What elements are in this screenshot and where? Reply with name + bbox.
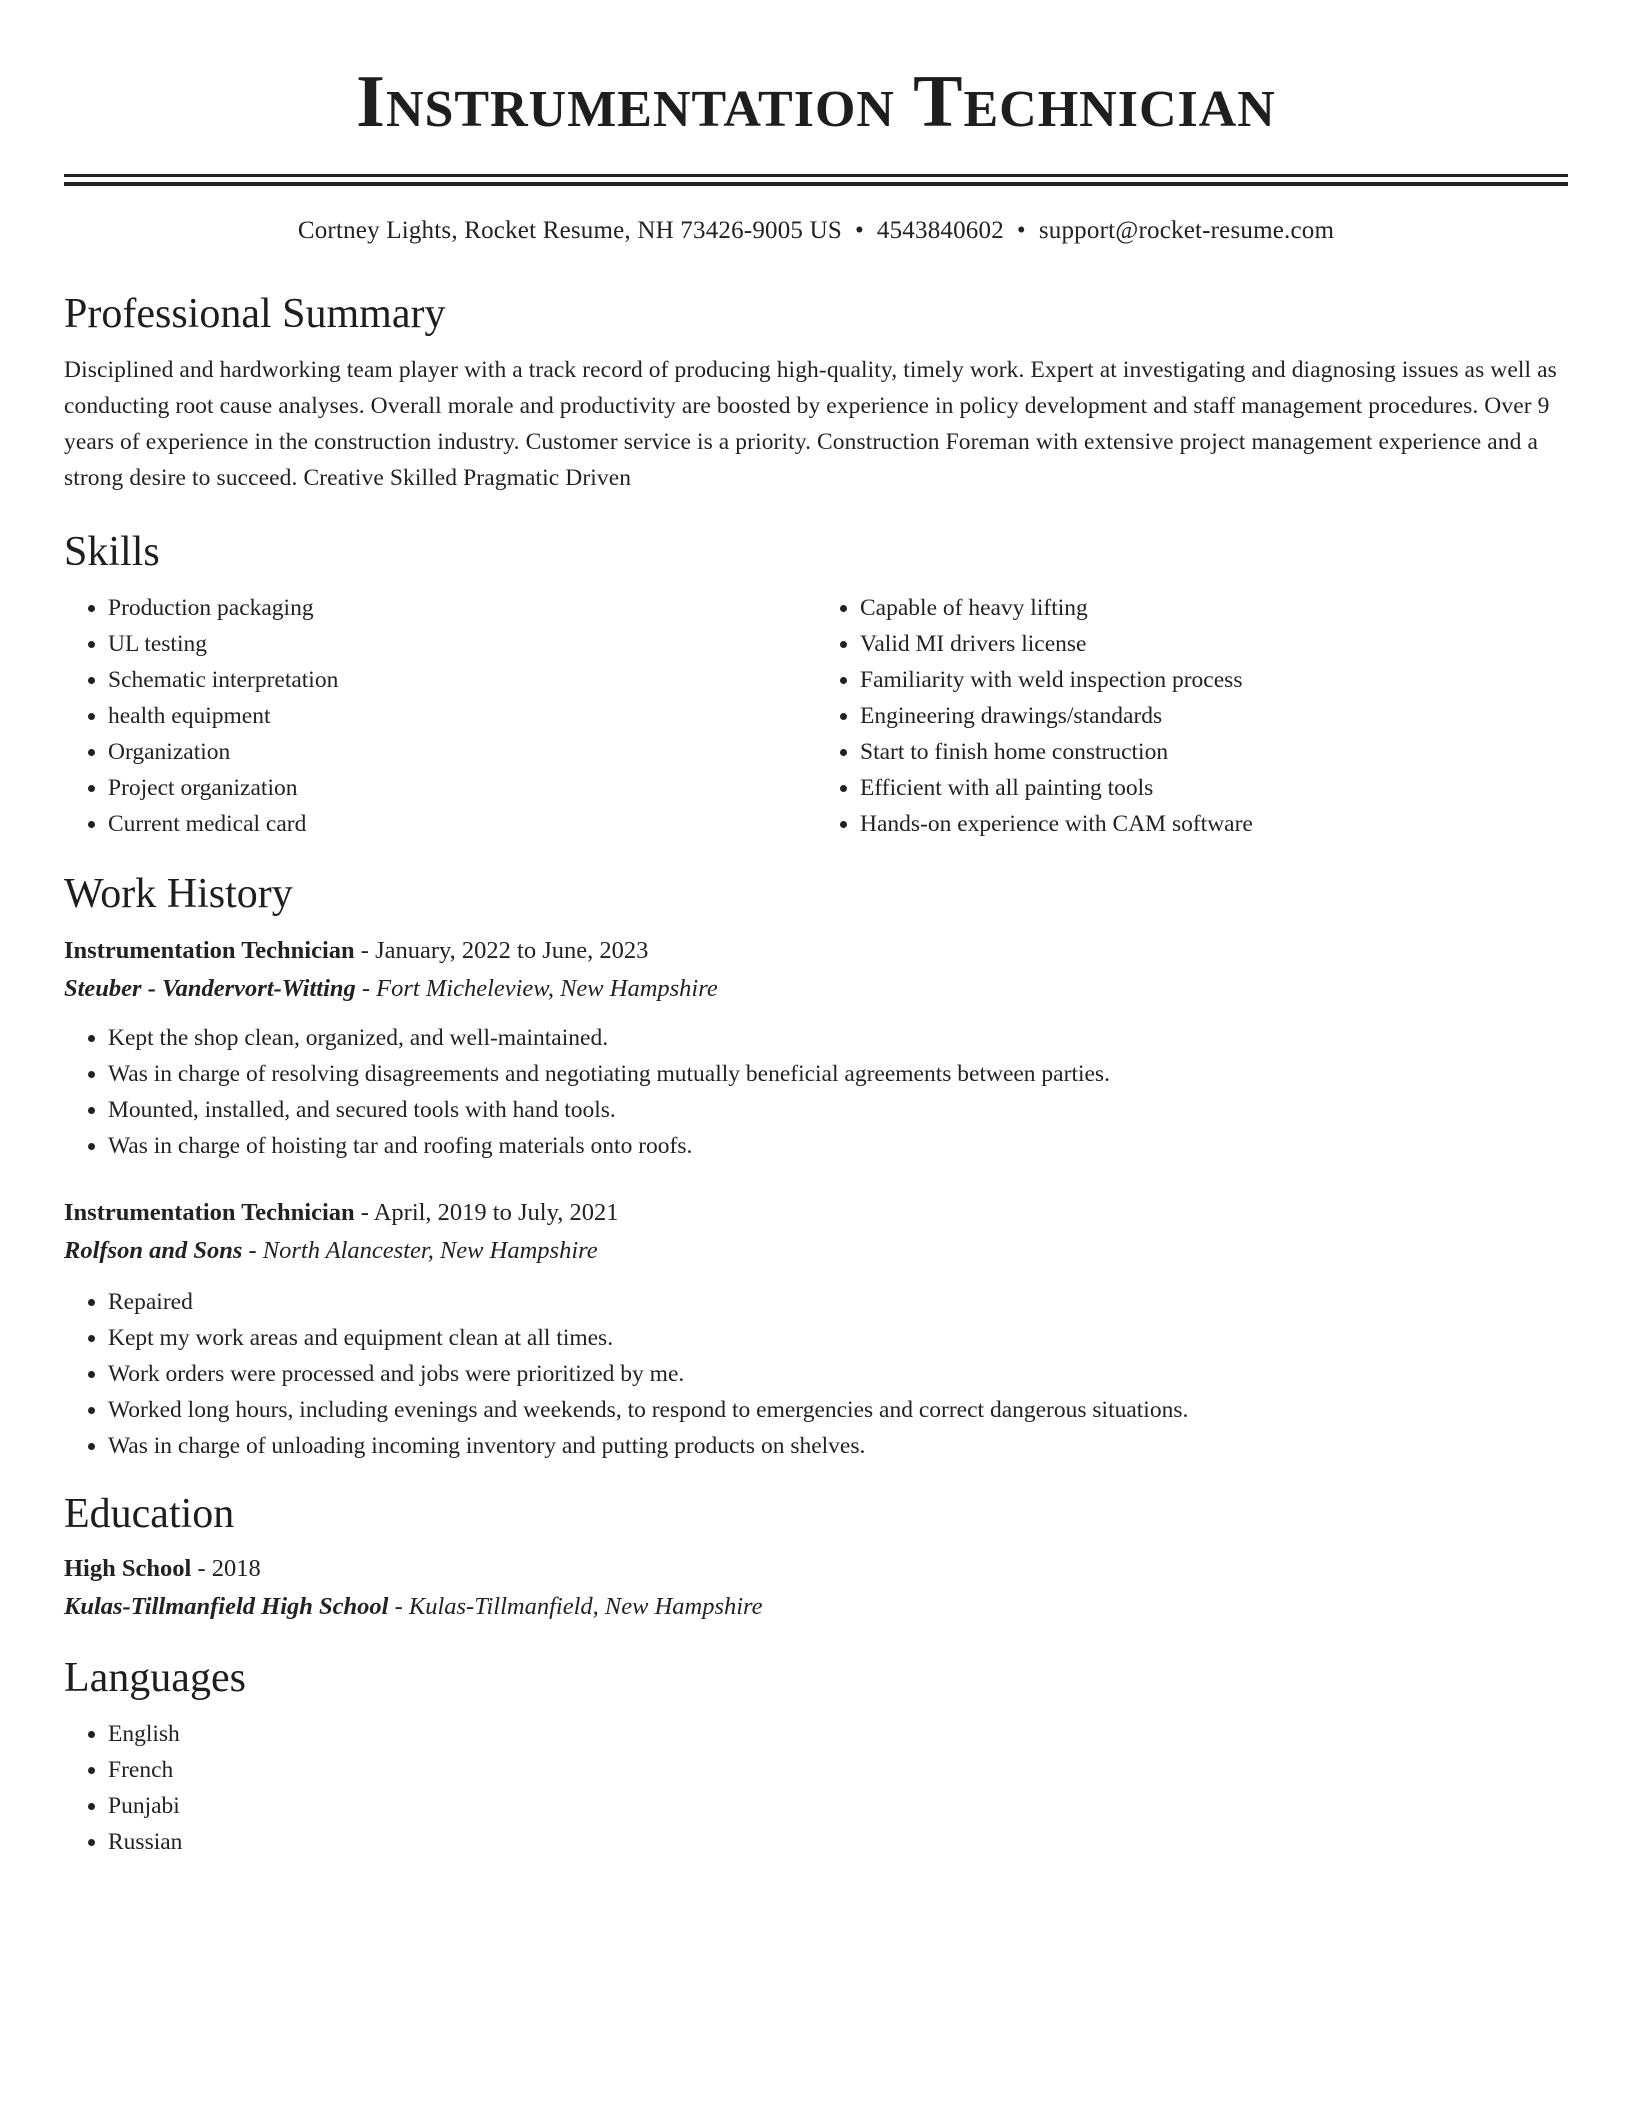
contact-separator: •	[854, 217, 864, 244]
skill-item: • Project organization	[108, 770, 816, 806]
job-company-line	[64, 1232, 1568, 1270]
job-entry	[64, 932, 1568, 1164]
contact-phone: 4543840602	[876, 217, 1004, 244]
job-duties	[64, 1020, 1568, 1164]
contact-address: Cortney Lights, Rocket Resume, NH 73426-9005 US	[297, 217, 842, 244]
job-duty: • Was in charge of unloading incoming inventory and putting products on shelves.	[108, 1428, 1568, 1464]
skill-item: • Efficient with all painting tools	[860, 770, 1568, 806]
skills-column-left	[64, 590, 816, 842]
skill-item: • Organization	[108, 734, 816, 770]
skill-item: • health equipment	[108, 698, 816, 734]
job-title-line	[64, 932, 1568, 970]
skill-item: • UL testing	[108, 626, 816, 662]
job-company: Steuber - Vandervort-Witting	[64, 975, 356, 1002]
skills-list	[64, 590, 1568, 842]
language-item: • Punjabi	[108, 1788, 1568, 1824]
job-duty: • Kept the shop clean, organized, and well-maintained.	[108, 1020, 1568, 1056]
skills-column-right	[816, 590, 1568, 842]
education-school: Kulas-Tillmanfield High School	[64, 1593, 389, 1620]
job-dates: - January, 2022 to June, 2023	[354, 937, 649, 964]
education-school-line	[64, 1588, 1568, 1626]
job-duty: • Kept my work areas and equipment clean at all times.	[108, 1320, 1568, 1356]
job-duty: • Was in charge of hoisting tar and roofing materials onto roofs.	[108, 1128, 1568, 1164]
summary-text: Disciplined and hardworking team player with a track record of producing high-quality, timely work. Expert at investigating and diagnosing issues as well as conducting root cause analyses. Overall morale and productivity are boosted by experience in policy development and staff management procedures. Over 9 years of experience in the construction industry. Customer service is a priority. Construction Foreman with extensive project management experience and a strong desire to succeed. Creative Skilled Pragmatic Driven	[64, 357, 1557, 491]
education-year: - 2018	[191, 1555, 261, 1582]
education-location: - Kulas-Tillmanfield, New Hampshire	[388, 1593, 763, 1620]
job-duties	[64, 1284, 1568, 1464]
job-title: Instrumentation Technician	[64, 937, 355, 964]
education-degree: High School	[64, 1555, 192, 1582]
language-item: • English	[108, 1716, 1568, 1752]
languages-heading: Languages	[64, 1655, 246, 1701]
education-heading: Education	[64, 1491, 235, 1537]
contact-email: support@rocket-resume.com	[1038, 217, 1335, 244]
job-entry	[64, 1194, 1568, 1464]
header-divider	[64, 174, 1568, 186]
job-company: Rolfson and Sons	[64, 1237, 243, 1264]
job-dates: - April, 2019 to July, 2021	[354, 1199, 619, 1226]
education-degree-line	[64, 1550, 1568, 1588]
languages-list	[64, 1716, 1568, 1860]
work-history-heading: Work History	[64, 871, 293, 917]
job-company-line	[64, 970, 1568, 1008]
skills-heading: Skills	[64, 529, 160, 575]
contact-separator: •	[1016, 217, 1026, 244]
contact-line	[64, 214, 1568, 248]
candidate-name: Instrumentation Technician	[356, 61, 1276, 143]
job-duty: • Work orders were processed and jobs were prioritized by me.	[108, 1356, 1568, 1392]
job-location: - Fort Micheleview, New Hampshire	[355, 975, 718, 1002]
job-title: Instrumentation Technician	[64, 1199, 355, 1226]
skill-item: • Capable of heavy lifting	[860, 590, 1568, 626]
skill-item: • Schematic interpretation	[108, 662, 816, 698]
job-duty: • Mounted, installed, and secured tools with hand tools.	[108, 1092, 1568, 1128]
skill-item: • Current medical card	[108, 806, 816, 842]
language-item: • French	[108, 1752, 1568, 1788]
skill-item: • Production packaging	[108, 590, 816, 626]
language-item: • Russian	[108, 1824, 1568, 1860]
education-entry	[64, 1550, 1568, 1626]
job-duty: • Repaired	[108, 1284, 1568, 1320]
skill-item: • Start to finish home construction	[860, 734, 1568, 770]
skill-item: • Hands-on experience with CAM software	[860, 806, 1568, 842]
job-duty: • Worked long hours, including evenings and weekends, to respond to emergencies and correct dangerous situations.	[108, 1392, 1568, 1428]
job-location: - North Alancester, New Hampshire	[242, 1237, 598, 1264]
skill-item: • Valid MI drivers license	[860, 626, 1568, 662]
summary-heading: Professional Summary	[64, 291, 446, 337]
skill-item: • Engineering drawings/standards	[860, 698, 1568, 734]
skill-item: • Familiarity with weld inspection process	[860, 662, 1568, 698]
job-duty: • Was in charge of resolving disagreements and negotiating mutually beneficial agreements between parties.	[108, 1056, 1568, 1092]
job-title-line	[64, 1194, 1568, 1232]
